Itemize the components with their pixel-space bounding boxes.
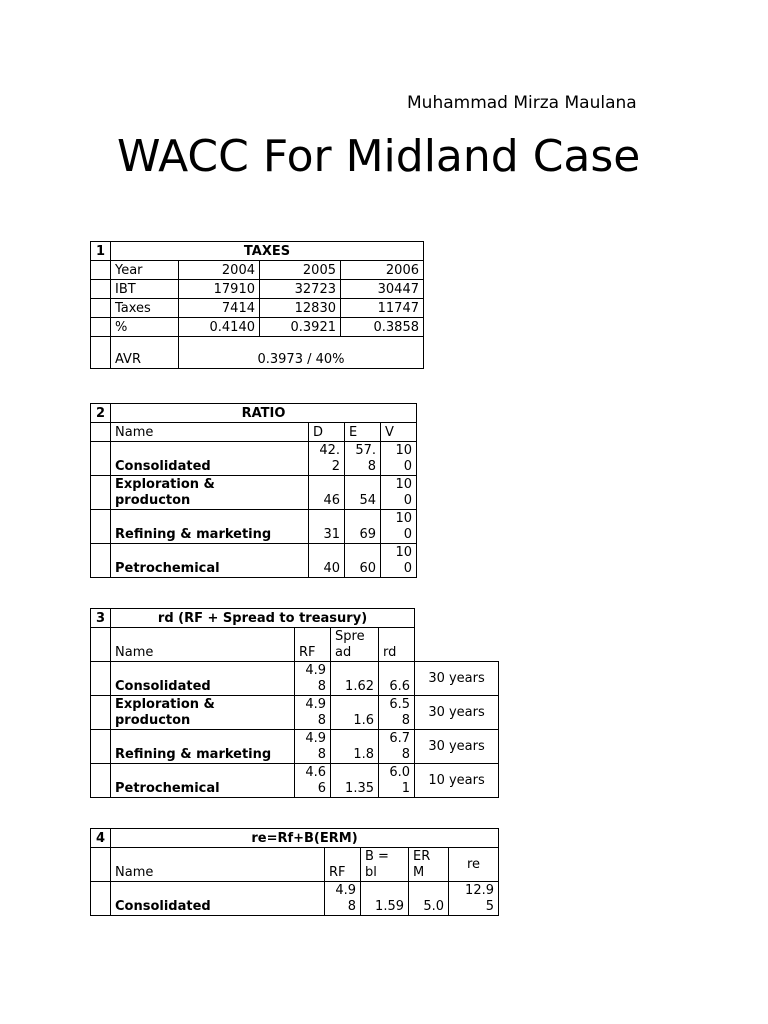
column-header: rd [379, 628, 415, 662]
author-name: Muhammad Mirza Maulana [407, 93, 637, 113]
row-label: IBT [111, 280, 179, 299]
rf-cell: 4.9 8 [295, 730, 331, 764]
name-cell: Refining & marketing [111, 730, 295, 764]
table-index: 1 [91, 242, 111, 261]
e-cell: 57. 8 [345, 442, 381, 476]
spread-cell: 1.8 [331, 730, 379, 764]
table-row [91, 730, 499, 764]
column-header: Name [111, 628, 295, 662]
row-label: Taxes [111, 299, 179, 318]
table-index: 4 [91, 829, 111, 848]
rd-cell: 6.0 1 [379, 764, 415, 798]
re-cell: 12.9 5 [449, 882, 499, 916]
term-cell: 10 years [415, 764, 499, 798]
re-table [90, 828, 499, 916]
row-label: Year [111, 261, 179, 280]
column-header: RF [295, 628, 331, 662]
rf-cell: 4.9 8 [295, 696, 331, 730]
column-header: re [449, 848, 499, 882]
v-cell: 10 0 [381, 544, 417, 578]
ibt-cell: 32723 [260, 280, 341, 299]
table-row [91, 696, 499, 730]
d-cell: 42. 2 [309, 442, 345, 476]
v-cell: 10 0 [381, 510, 417, 544]
table-row [91, 662, 499, 696]
table-index: 2 [91, 404, 111, 423]
e-cell: 69 [345, 510, 381, 544]
erm-cell: 5.0 [409, 882, 449, 916]
taxes-cell: 12830 [260, 299, 341, 318]
ibt-cell: 17910 [179, 280, 260, 299]
table-row [91, 510, 417, 544]
name-cell: Consolidated [111, 662, 295, 696]
d-cell: 40 [309, 544, 345, 578]
table-row [91, 442, 417, 476]
column-header: E [345, 423, 381, 442]
name-cell: Petrochemical [111, 544, 309, 578]
row-label: % [111, 318, 179, 337]
column-header: RF [325, 848, 361, 882]
column-header: Name [111, 848, 325, 882]
name-cell: Refining & marketing [111, 510, 309, 544]
table-row [91, 882, 499, 916]
spread-cell: 1.35 [331, 764, 379, 798]
year-cell: 2006 [341, 261, 424, 280]
taxes-table [90, 241, 424, 369]
rd-cell: 6.5 8 [379, 696, 415, 730]
spread-cell: 1.6 [331, 696, 379, 730]
year-cell: 2004 [179, 261, 260, 280]
d-cell: 31 [309, 510, 345, 544]
pct-cell: 0.3921 [260, 318, 341, 337]
table-row [91, 544, 417, 578]
year-cell: 2005 [260, 261, 341, 280]
column-header: B = bl [361, 848, 409, 882]
avr-value: 0.3973 / 40% [179, 337, 424, 369]
pct-cell: 0.3858 [341, 318, 424, 337]
column-header: Spre ad [331, 628, 379, 662]
table-title: TAXES [111, 242, 424, 261]
row-label: AVR [111, 337, 179, 369]
rd-cell: 6.6 [379, 662, 415, 696]
name-cell: Exploration & producton [111, 696, 295, 730]
name-cell: Consolidated [111, 442, 309, 476]
rd-cell: 6.7 8 [379, 730, 415, 764]
page-title: WACC For Midland Case [117, 131, 641, 182]
ratio-table [90, 403, 417, 578]
v-cell: 10 0 [381, 442, 417, 476]
v-cell: 10 0 [381, 476, 417, 510]
table-title: rd (RF + Spread to treasury) [111, 609, 415, 628]
term-cell: 30 years [415, 662, 499, 696]
term-cell: 30 years [415, 696, 499, 730]
column-header: V [381, 423, 417, 442]
table-title: re=Rf+B(ERM) [111, 829, 499, 848]
rf-cell: 4.9 8 [325, 882, 361, 916]
rd-table [90, 608, 499, 798]
name-cell: Consolidated [111, 882, 325, 916]
d-cell: 46 [309, 476, 345, 510]
column-header: ER M [409, 848, 449, 882]
b-cell: 1.59 [361, 882, 409, 916]
column-header: Name [111, 423, 309, 442]
table-title: RATIO [111, 404, 417, 423]
ibt-cell: 30447 [341, 280, 424, 299]
e-cell: 54 [345, 476, 381, 510]
table-row [91, 764, 499, 798]
table-index: 3 [91, 609, 111, 628]
name-cell: Petrochemical [111, 764, 295, 798]
name-cell: Exploration & producton [111, 476, 309, 510]
table-row [91, 476, 417, 510]
taxes-cell: 11747 [341, 299, 424, 318]
rf-cell: 4.6 6 [295, 764, 331, 798]
pct-cell: 0.4140 [179, 318, 260, 337]
column-header: D [309, 423, 345, 442]
taxes-cell: 7414 [179, 299, 260, 318]
e-cell: 60 [345, 544, 381, 578]
rf-cell: 4.9 8 [295, 662, 331, 696]
spread-cell: 1.62 [331, 662, 379, 696]
term-cell: 30 years [415, 730, 499, 764]
